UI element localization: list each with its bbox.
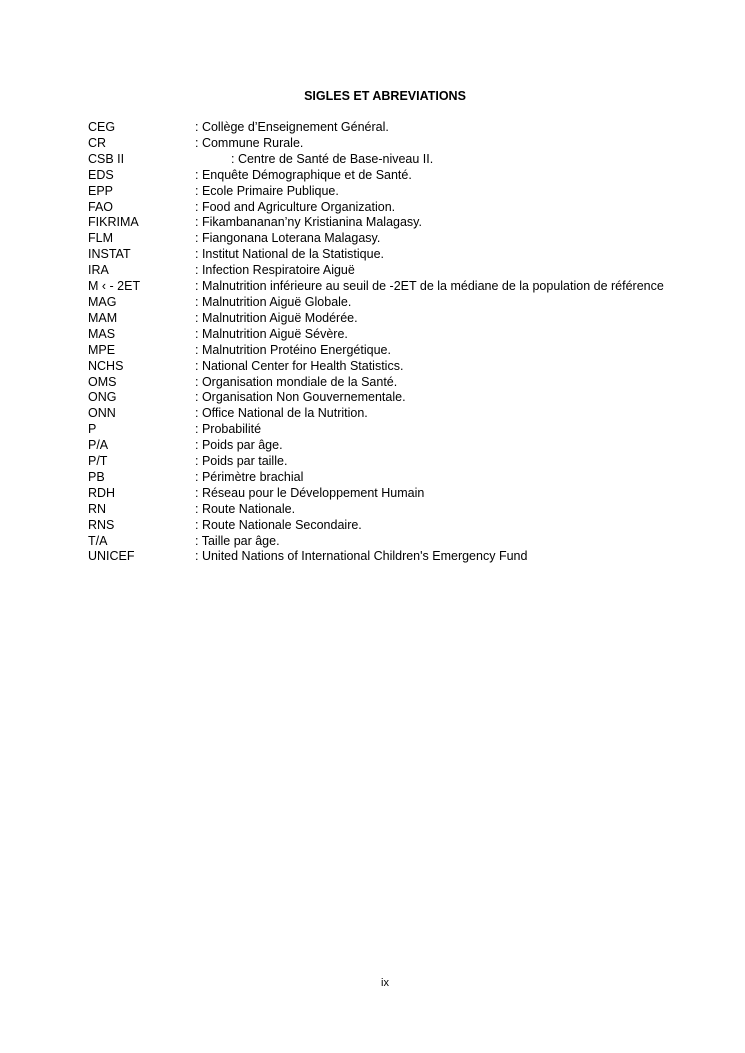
abbreviation-term: CSB II — [88, 151, 125, 166]
abbreviation-row — [88, 454, 668, 470]
abbreviation-row — [88, 247, 668, 263]
abbreviation-term: P/T — [88, 454, 108, 469]
abbreviation-definition: : Office National de la Nutrition. — [195, 406, 668, 422]
abbreviation-definition: : Malnutrition Aiguë Sévère. — [195, 327, 668, 343]
abbreviation-row — [88, 279, 668, 295]
abbreviation-definition: : Malnutrition Aiguë Modérée. — [195, 311, 668, 327]
abbreviation-term: IRA — [88, 263, 109, 278]
abbreviation-definition: : Route Nationale Secondaire. — [195, 518, 668, 534]
abbreviation-row — [88, 263, 668, 279]
abbreviation-definition: : Périmètre brachial — [195, 470, 668, 486]
abbreviation-row — [88, 406, 668, 422]
abbreviation-row — [88, 200, 668, 216]
abbreviation-row — [88, 152, 668, 168]
abbreviation-definition: : Organisation Non Gouvernementale. — [195, 390, 668, 406]
abbreviation-term: EDS — [88, 167, 114, 182]
abbreviation-row — [88, 184, 668, 200]
abbreviation-row — [88, 486, 668, 502]
abbreviation-row — [88, 359, 668, 375]
abbreviation-term: EPP — [88, 183, 114, 198]
abbreviation-term: MAM — [88, 310, 118, 325]
abbreviation-row — [88, 231, 668, 247]
abbreviation-definition: : Organisation mondiale de la Santé. — [195, 375, 668, 391]
abbreviation-term: ONN — [88, 406, 116, 421]
page-number: ix — [381, 977, 389, 989]
abbreviation-term: P — [88, 422, 97, 437]
abbreviation-term: FAO — [88, 199, 114, 214]
abbreviation-list — [88, 120, 668, 565]
abbreviation-definition: : Commune Rurale. — [195, 136, 668, 152]
abbreviation-term: RNS — [88, 517, 115, 532]
abbreviation-term: INSTAT — [88, 247, 131, 262]
abbreviation-definition: : Malnutrition inférieure au seuil de -2ET de la médiane de la population de référence — [195, 279, 668, 295]
abbreviation-definition: : Fikambananan’ny Kristianina Malagasy. — [195, 215, 668, 231]
abbreviation-term: UNICEF — [88, 549, 135, 564]
abbreviation-row — [88, 438, 668, 454]
abbreviation-row — [88, 120, 668, 136]
abbreviation-definition: : Poids par taille. — [195, 454, 668, 470]
abbreviation-row — [88, 295, 668, 311]
abbreviation-term: PB — [88, 469, 105, 484]
abbreviation-row — [88, 375, 668, 391]
abbreviation-definition: : Réseau pour le Développement Humain — [195, 486, 668, 502]
abbreviation-term: CR — [88, 135, 107, 150]
abbreviation-term: NCHS — [88, 358, 124, 373]
abbreviation-definition: : United Nations of International Children's Emergency Fund — [195, 549, 668, 565]
abbreviation-row — [88, 518, 668, 534]
abbreviation-row — [88, 470, 668, 486]
page-title: SIGLES ET ABREVIATIONS — [304, 89, 466, 103]
abbreviation-definition: : Institut National de la Statistique. — [195, 247, 668, 263]
abbreviation-definition: : Poids par âge. — [195, 438, 668, 454]
abbreviation-definition: : Infection Respiratoire Aiguë — [195, 263, 668, 279]
abbreviation-definition: : National Center for Health Statistics. — [195, 359, 668, 375]
abbreviation-definition: : Centre de Santé de Base-niveau II. — [195, 152, 668, 168]
abbreviation-term: M ‹ - 2ET — [88, 279, 141, 294]
abbreviation-row — [88, 549, 668, 565]
abbreviation-definition: : Malnutrition Aiguë Globale. — [195, 295, 668, 311]
abbreviation-definition: : Fiangonana Loterana Malagasy. — [195, 231, 668, 247]
abbreviation-definition: : Malnutrition Protéino Energétique. — [195, 343, 668, 359]
abbreviation-definition: : Taille par âge. — [195, 534, 668, 550]
abbreviation-definition: : Collège d’Enseignement Général. — [195, 120, 668, 136]
abbreviation-term: P/A — [88, 438, 109, 453]
abbreviation-row — [88, 327, 668, 343]
abbreviation-term: CEG — [88, 120, 116, 134]
abbreviation-term: RDH — [88, 485, 116, 500]
abbreviation-row — [88, 311, 668, 327]
abbreviation-row — [88, 502, 668, 518]
abbreviation-definition: : Food and Agriculture Organization. — [195, 200, 668, 216]
abbreviation-term: MAS — [88, 326, 116, 341]
abbreviation-definition: : Enquête Démographique et de Santé. — [195, 168, 668, 184]
abbreviation-term: ONG — [88, 390, 117, 405]
abbreviation-definition: : Ecole Primaire Publique. — [195, 184, 668, 200]
abbreviation-row — [88, 168, 668, 184]
abbreviation-term: T/A — [88, 533, 108, 548]
abbreviation-term: OMS — [88, 374, 117, 389]
abbreviation-term: MAG — [88, 294, 117, 309]
abbreviation-term: FLM — [88, 231, 113, 246]
abbreviation-term: FIKRIMA — [88, 215, 139, 230]
abbreviation-row — [88, 534, 668, 550]
abbreviation-row — [88, 343, 668, 359]
abbreviation-row — [88, 390, 668, 406]
abbreviation-row — [88, 136, 668, 152]
abbreviation-term: RN — [88, 501, 107, 516]
abbreviation-term: MPE — [88, 342, 116, 357]
abbreviation-definition: : Probabilité — [195, 422, 668, 438]
abbreviation-row — [88, 422, 668, 438]
abbreviation-row — [88, 215, 668, 231]
abbreviation-definition: : Route Nationale. — [195, 502, 668, 518]
